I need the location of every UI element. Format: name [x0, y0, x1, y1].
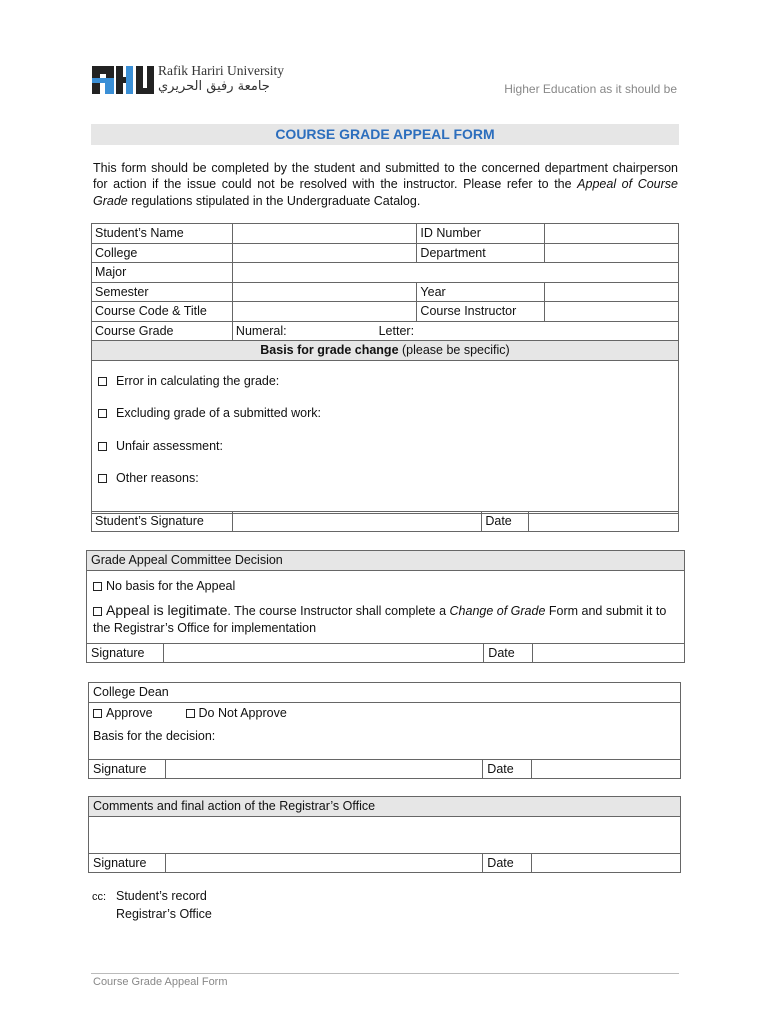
student-signature-table [91, 511, 679, 532]
no-basis-option[interactable]: No basis for the Appeal [93, 578, 678, 595]
checkbox-icon[interactable] [98, 377, 107, 386]
tagline: Higher Education as it should be [504, 82, 677, 96]
students-name-field[interactable] [232, 224, 417, 244]
course-grade-label: Course Grade [92, 321, 233, 341]
footer-text: Course Grade Appeal Form [93, 976, 228, 988]
cc-line-1: Student’s record [116, 889, 207, 903]
do-not-approve-option[interactable]: Do Not Approve [186, 706, 287, 720]
major-label: Major [92, 263, 233, 283]
college-field[interactable] [232, 243, 417, 263]
semester-label: Semester [92, 282, 233, 302]
checkbox-icon[interactable] [93, 607, 102, 616]
checkbox-icon[interactable] [93, 582, 102, 591]
dean-heading: College Dean [89, 683, 681, 703]
dean-signature-field[interactable] [165, 759, 482, 779]
reason-item[interactable]: Excluding grade of a submitted work: [92, 397, 678, 430]
semester-field[interactable] [232, 282, 417, 302]
registrar-signature-label: Signature [89, 853, 166, 873]
registrar-date-field[interactable] [532, 853, 681, 873]
reason-item[interactable]: Unfair assessment: [92, 430, 678, 463]
committee-signature-label: Signature [87, 643, 164, 663]
checkbox-icon[interactable] [98, 409, 107, 418]
legitimate-option[interactable]: Appeal is legitimate. The course Instructor shall complete a Change of Grade Form and submit it to the Registrar’s Office for implementation [93, 601, 667, 635]
checkbox-icon[interactable] [98, 474, 107, 483]
course-code-title-field[interactable] [232, 302, 417, 322]
committee-date-field[interactable] [533, 643, 685, 663]
registrar-table [88, 796, 681, 873]
dean-date-field[interactable] [532, 759, 681, 779]
letter-label: Letter: [378, 323, 415, 338]
checkbox-icon[interactable] [93, 709, 102, 718]
reason-item[interactable]: Error in calculating the grade: [92, 365, 678, 398]
registrar-heading: Comments and final action of the Registrar’s Office [89, 797, 681, 817]
dean-options [89, 702, 681, 759]
registrar-signature-field[interactable] [165, 853, 482, 873]
dean-signature-label: Signature [89, 759, 166, 779]
id-number-field[interactable] [545, 224, 679, 244]
numeral-label: Numeral: [235, 323, 287, 338]
department-label: Department [417, 243, 545, 263]
university-name-en: Rafik Hariri University [158, 63, 284, 78]
year-label: Year [417, 282, 545, 302]
intro-paragraph: This form should be completed by the student and submitted to the concerned department chairperson for action if the issue could not be resolved with the instructor. Please refer to the Appeal of Course Grade regulations stipulated in the Undergraduate Catalog. [93, 161, 678, 208]
dean-date-label: Date [483, 759, 532, 779]
rhu-logo-mark [92, 64, 154, 96]
year-field[interactable] [545, 282, 679, 302]
basis-heading: Basis for grade change (please be specific) [92, 341, 679, 361]
cc-label: cc: [92, 891, 107, 903]
course-grade-field[interactable] [232, 321, 678, 341]
major-field[interactable] [232, 263, 678, 283]
students-signature-label: Student’s Signature [92, 512, 233, 532]
course-instructor-field[interactable] [545, 302, 679, 322]
footer-divider [91, 973, 679, 974]
approve-option[interactable]: Approve [93, 706, 153, 720]
cc-block [92, 888, 212, 922]
committee-table [86, 550, 685, 663]
date-field[interactable] [529, 512, 679, 532]
reason-item[interactable]: Other reasons: [92, 462, 678, 495]
university-name-ar: جامعة رفيق الحريري [158, 79, 270, 94]
form-title: COURSE GRADE APPEAL FORM [91, 124, 679, 145]
student-info-table [91, 223, 679, 514]
students-name-label: Student’s Name [92, 224, 233, 244]
course-code-title-label: Course Code & Title [92, 302, 233, 322]
committee-signature-field[interactable] [163, 643, 483, 663]
students-signature-field[interactable] [232, 512, 481, 532]
university-logo [92, 62, 322, 98]
checkbox-icon[interactable] [98, 442, 107, 451]
registrar-comments-field[interactable] [89, 816, 681, 853]
dean-table [88, 682, 681, 779]
course-instructor-label: Course Instructor [417, 302, 545, 322]
id-number-label: ID Number [417, 224, 545, 244]
college-label: College [92, 243, 233, 263]
registrar-date-label: Date [483, 853, 532, 873]
committee-date-label: Date [484, 643, 533, 663]
committee-options [87, 570, 685, 643]
committee-heading: Grade Appeal Committee Decision [87, 551, 685, 571]
dean-basis-label: Basis for the decision: [93, 728, 216, 743]
cc-line-2: Registrar’s Office [116, 906, 212, 921]
date-label: Date [482, 512, 529, 532]
department-field[interactable] [545, 243, 679, 263]
checkbox-icon[interactable] [186, 709, 195, 718]
reasons-cell [92, 360, 679, 513]
